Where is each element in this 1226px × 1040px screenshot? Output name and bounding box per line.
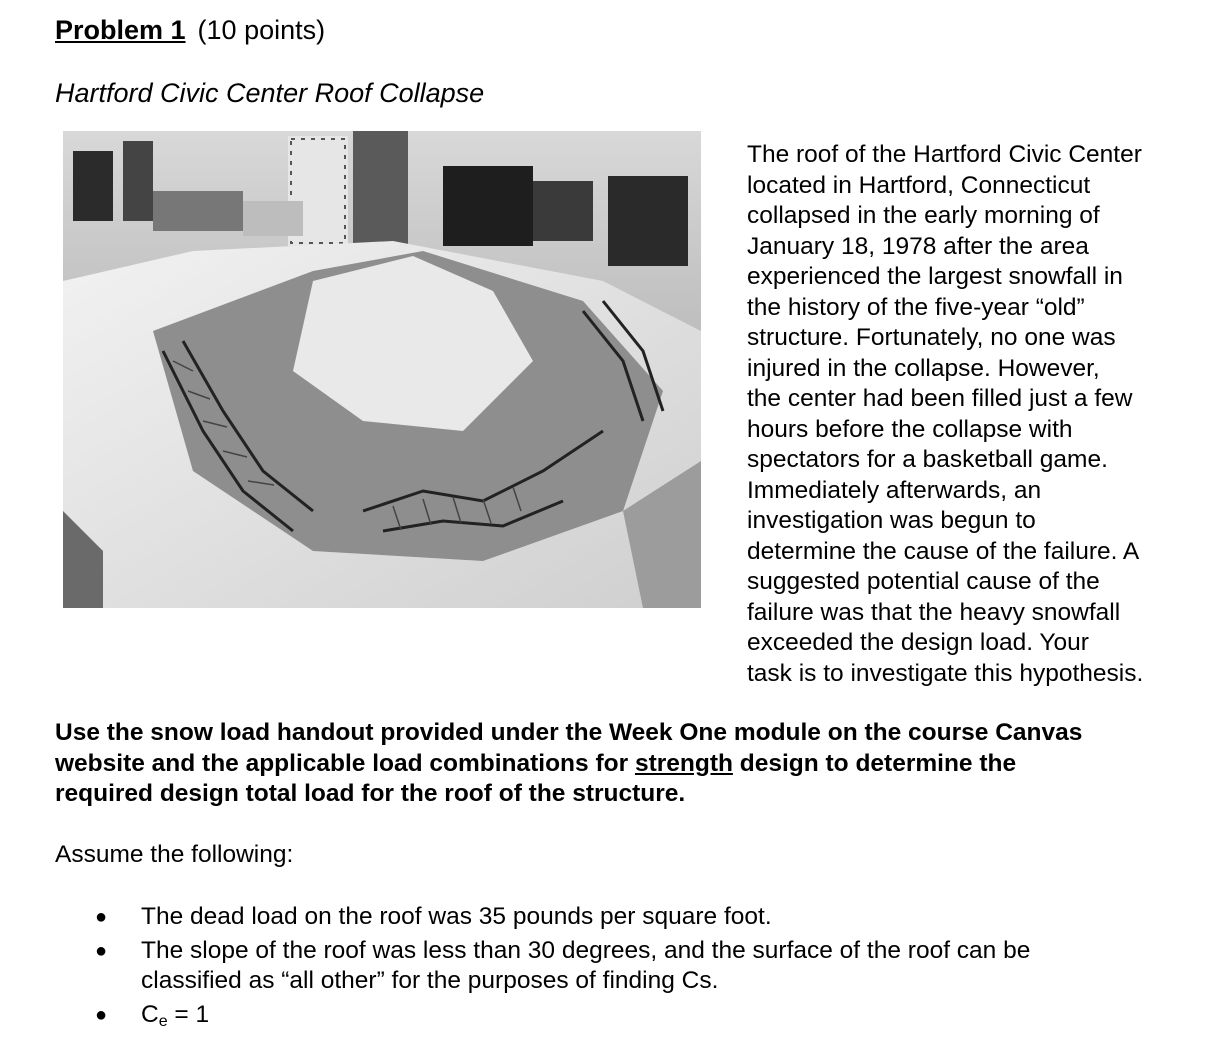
bullet-icon: ● <box>95 1003 108 1026</box>
bullet-icon: ● <box>95 939 108 962</box>
story-line: exceeded the design load. Your <box>747 629 1089 656</box>
assume-label: Assume the following: <box>55 841 294 868</box>
story-line: the center had been filled just a few <box>747 385 1133 412</box>
photo-illustration <box>63 131 701 608</box>
story-line: suggested potential cause of the <box>747 568 1100 595</box>
problem-points: (10 points) <box>197 15 326 45</box>
story-line: collapsed in the early morning of <box>747 202 1100 229</box>
instruction-paragraph <box>55 718 1205 810</box>
story-line: located in Hartford, Connecticut <box>747 171 1091 199</box>
story-line: failure was that the heavy snowfall <box>747 598 1121 626</box>
instruction-line-2-before: website and the applicable load combinations for <box>55 749 635 777</box>
story-line: hours before the collapse with <box>747 415 1073 443</box>
story-line: Immediately afterwards, an <box>747 476 1042 504</box>
instruction-line-1: Use the snow load handout provided under the Week One module on the course Canvas <box>55 719 1083 746</box>
story-line: investigation was begun to <box>747 507 1036 534</box>
story-paragraph <box>747 140 1207 689</box>
list-item <box>95 902 1030 933</box>
strength-underlined: strength <box>634 749 733 777</box>
instruction-line-2-after: design to determine the <box>732 749 1017 777</box>
story-line: January 18, 1978 after the area <box>747 232 1089 260</box>
instruction-line-2 <box>55 749 1205 780</box>
ce-symbol: C <box>141 1000 159 1028</box>
story-line: injured in the collapse. However, <box>747 354 1100 382</box>
story-line: experienced the largest snowfall in <box>747 263 1123 290</box>
story-line: spectators for a basketball game. <box>747 446 1108 473</box>
assumption-list <box>95 902 1030 1040</box>
list-item <box>95 936 1030 997</box>
instruction-line-3: required design total load for the roof of the structure. <box>55 780 686 807</box>
bullet-icon: ● <box>95 906 108 928</box>
ce-subscript: e <box>158 1012 168 1030</box>
collapsed-roof-photo <box>63 131 701 608</box>
story-line: determine the cause of the failure. A <box>747 537 1140 565</box>
ce-text <box>141 1000 1030 1038</box>
slope-text-line-2: classified as “all other” for the purposes of finding Cs. <box>141 967 719 994</box>
problem-label: Problem 1 <box>55 15 186 45</box>
list-item <box>95 1000 1030 1038</box>
story-line: The roof of the Hartford Civic Center <box>747 141 1142 168</box>
problem-subtitle: Hartford Civic Center Roof Collapse <box>55 78 485 108</box>
ce-value: = 1 <box>167 1000 210 1028</box>
problem-heading <box>55 14 325 46</box>
story-line: task is to investigate this hypothesis. <box>747 659 1144 687</box>
story-line: structure. Fortunately, no one was <box>747 324 1116 351</box>
slope-text-line-1: The slope of the roof was less than 30 degrees, and the surface of the roof can be <box>141 936 1031 964</box>
dead-load-text: The dead load on the roof was 35 pounds per square foot. <box>141 903 772 930</box>
story-line: the history of the five-year “old” <box>747 293 1085 321</box>
